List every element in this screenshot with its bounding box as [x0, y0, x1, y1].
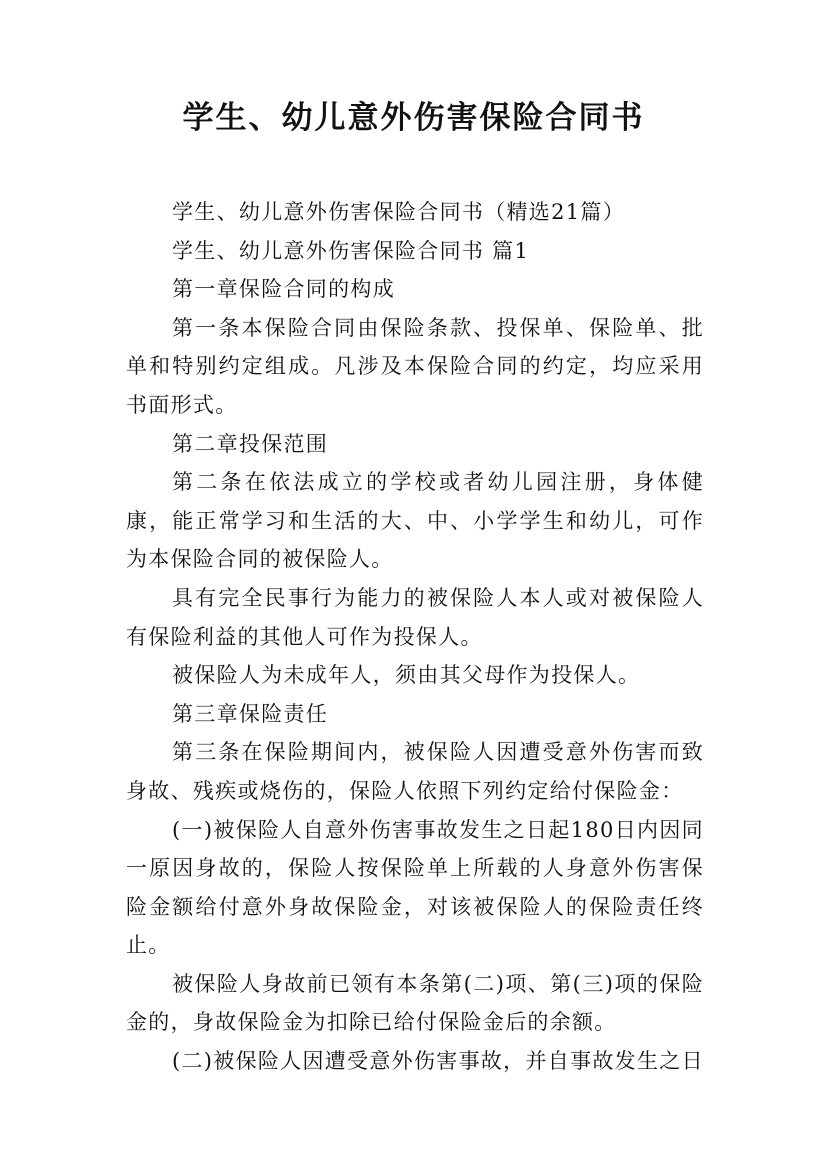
paragraph-subtitle: 学生、幼儿意外伤害保险合同书（精选21篇）: [172, 200, 626, 224]
paragraph: 被保险人身故前已领有本条第(二)项、第(三)项的保险金的，身故保险金为扣除已给付保险金后的余额。: [126, 971, 704, 1035]
chapter-heading: 第三章保险责任: [172, 701, 329, 726]
paragraph-section-heading: 学生、幼儿意外伤害保险合同书 篇1: [172, 238, 530, 263]
paragraph: 第三条在保险期间内，被保险人因遭受意外伤害而致身故、残疾或烧伤的，保险人依照下列约定给付保险金：: [126, 740, 704, 803]
paragraph: (二)被保险人因遭受意外伤害事故，并自事故发生之日: [172, 1049, 704, 1074]
document-body: [126, 193, 704, 1081]
paragraph: 具有完全民事行为能力的被保险人本人或对被保险人有保险利益的其他人可作为投保人。: [126, 585, 704, 649]
chapter-heading: 第二章投保范围: [172, 431, 329, 456]
document-title: 学生、幼儿意外伤害保险合同书: [182, 100, 645, 136]
chapter-heading: 第一章保险合同的构成: [172, 277, 395, 302]
paragraph: 第二条在依法成立的学校或者幼儿园注册，身体健康，能正常学习和生活的大、中、小学学生和幼儿，可作为本保险合同的被保险人。: [126, 470, 704, 572]
paragraph: 第一条本保险合同由保险条款、投保单、保险单、批单和特别约定组成。凡涉及本保险合同的约定，均应采用书面形式。: [126, 315, 704, 417]
paragraph: (一)被保险人自意外伤害事故发生之日起180日内因同一原因身故的，保险人按保险单上所载的人身意外伤害保险金额给付意外身故保险金，对该被保险人的保险责任终止。: [126, 817, 704, 958]
paragraph: 被保险人为未成年人，须由其父母作为投保人。: [172, 663, 641, 688]
